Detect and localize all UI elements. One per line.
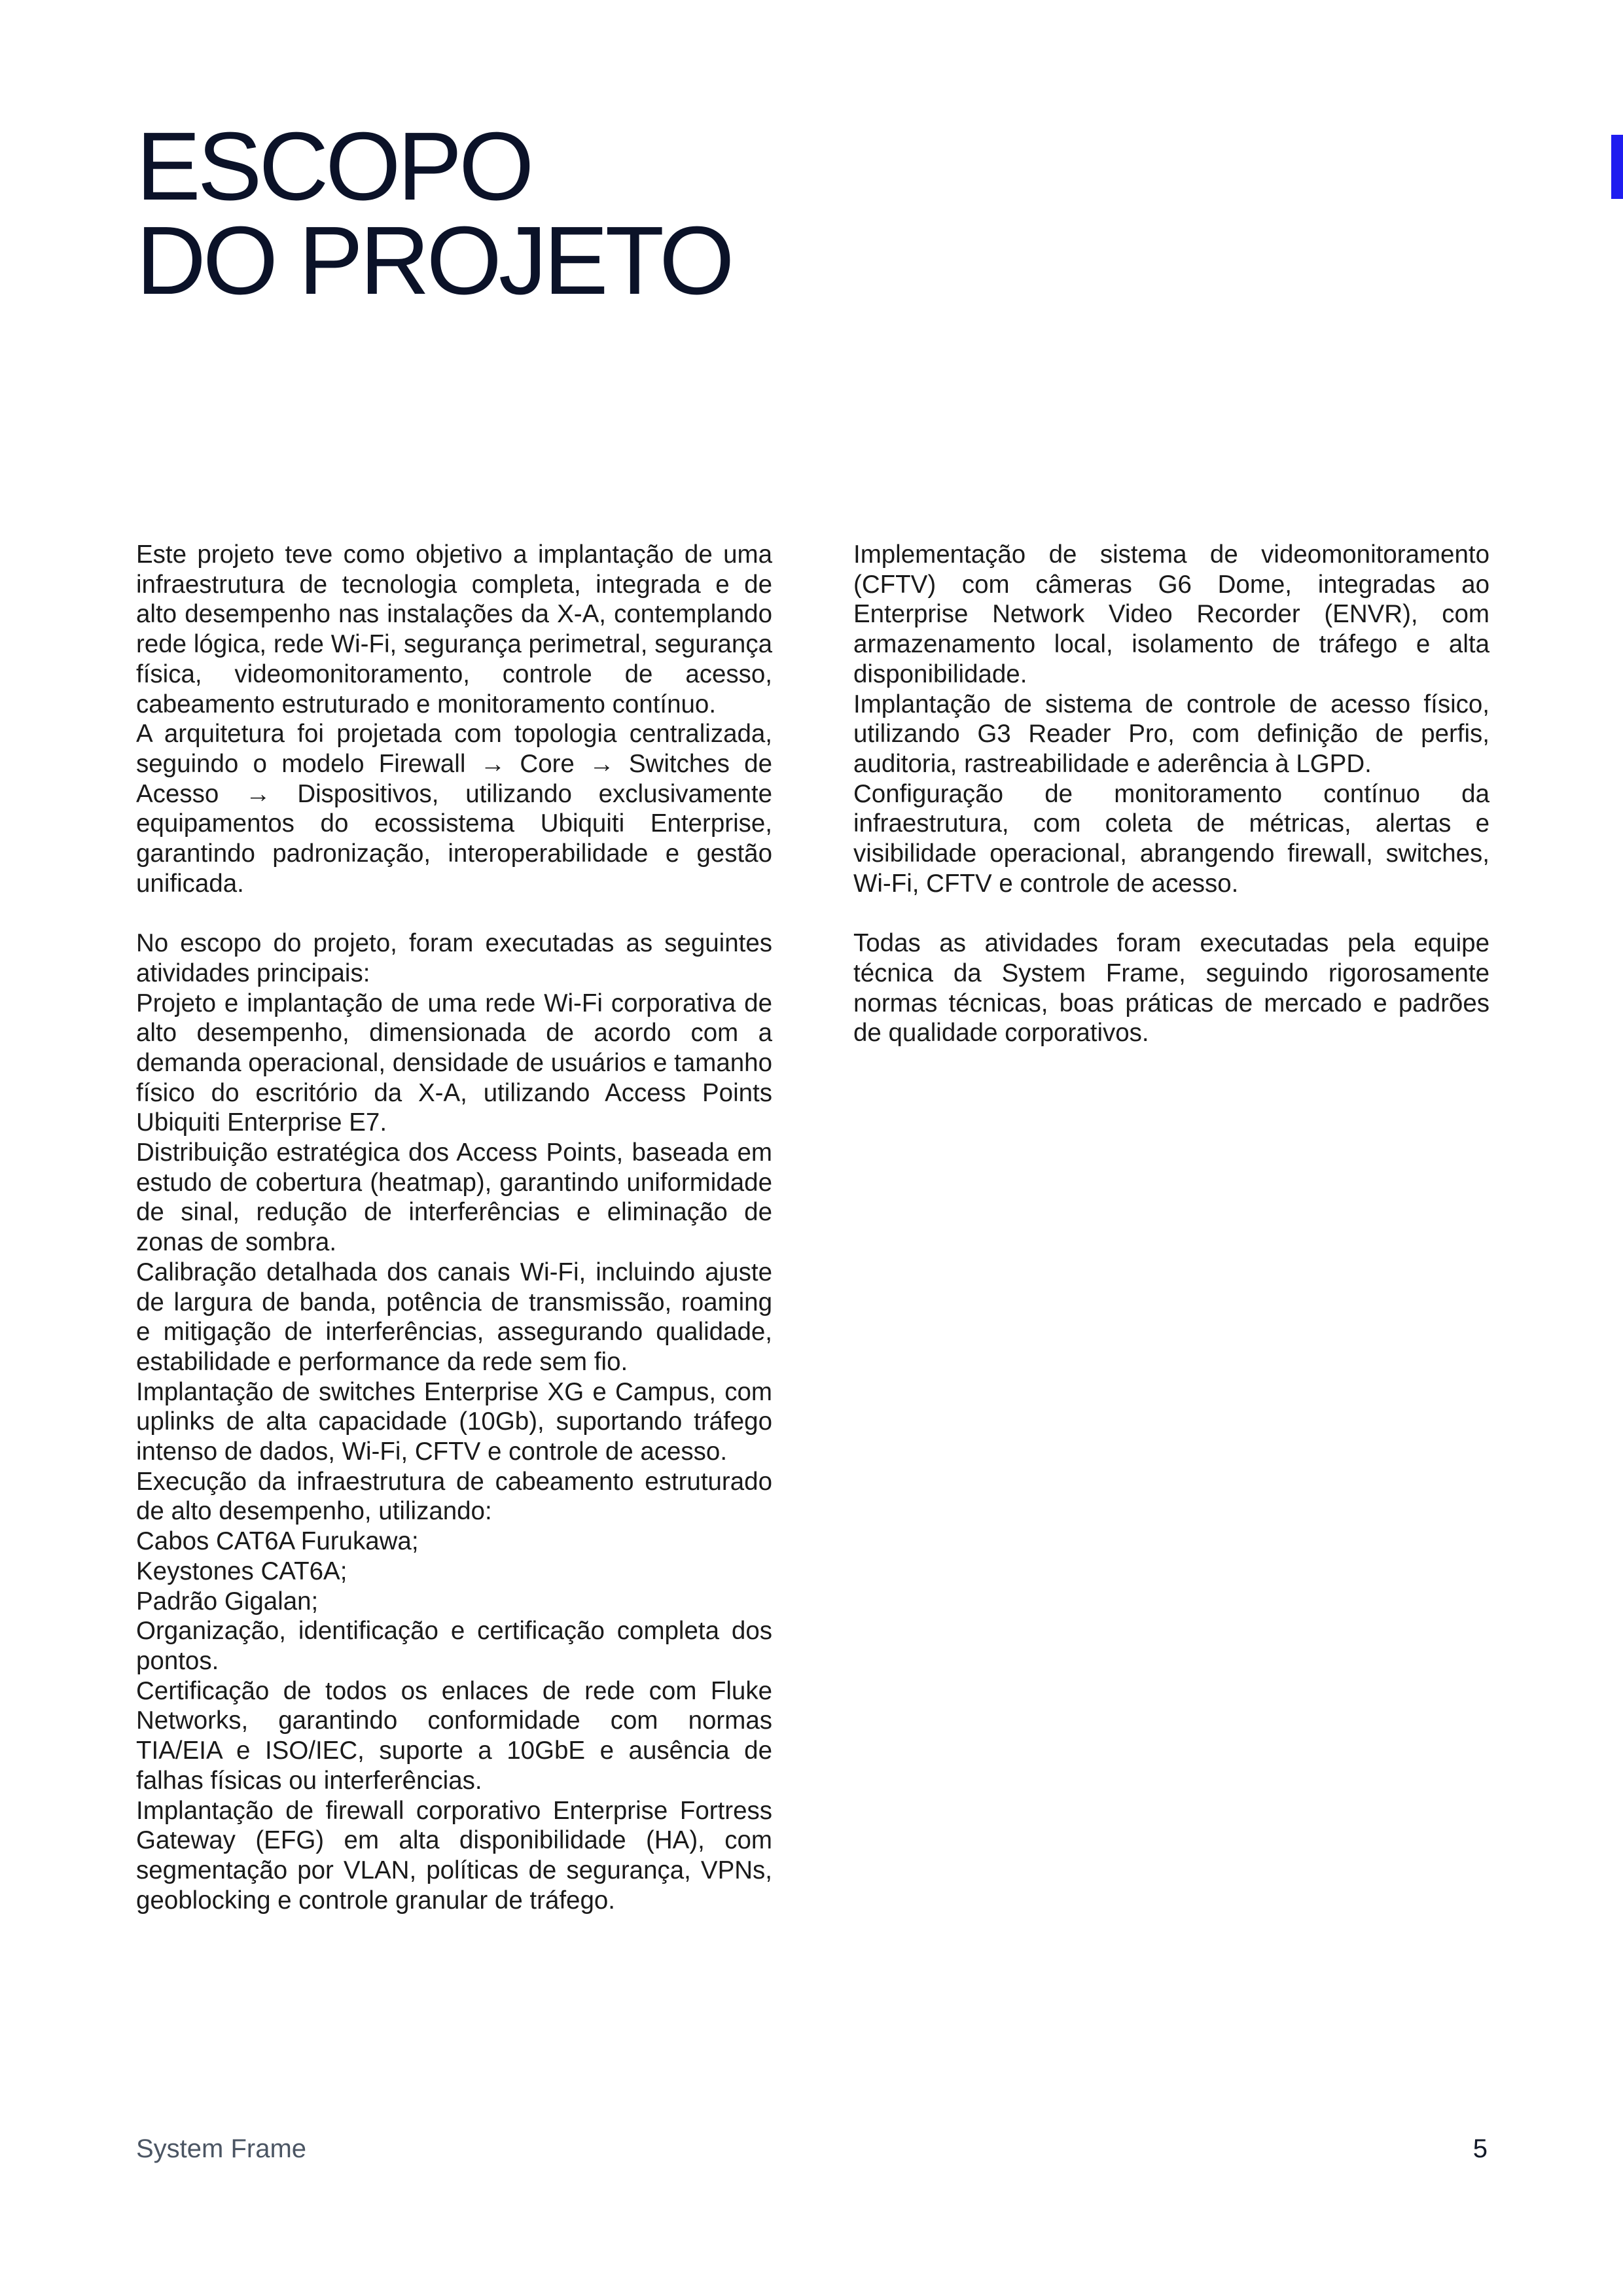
cabling-item: Keystones CAT6A;: [136, 1557, 348, 1585]
activity-item: Projeto e implantação de uma rede Wi-Fi corporativa de alto desempenho, dimensionada de acordo com a demanda operacional, densidade de usuários e tamanho físico do escritório da X-A, utilizando Access Points Ubiquiti Enterprise E7.: [136, 989, 772, 1137]
activity-item: Implantação de switches Enterprise XG e Campus, com uplinks de alta capacidade (10Gb), suportando tráfego intenso de dados, Wi-Fi, CFTV e controle de acesso.: [136, 1377, 772, 1466]
intro-paragraph: Este projeto teve como objetivo a implantação de uma infraestrutura de tecnologia completa, integrada e de alto desempenho nas instalações da X-A, contemplando rede lógica, rede Wi-Fi, segurança perimetral, segurança física, videomonitoramento, controle de acesso, cabeamento estruturado e monitoramento contínuo.: [136, 540, 772, 718]
activity-item: Calibração detalhada dos canais Wi-Fi, incluindo ajuste de largura de banda, potência de transmissão, roaming e mitigação de interferências, assegurando qualidade, estabilidade e performance da rede sem fio.: [136, 1258, 772, 1376]
page-title-line-2: DO PROJETO: [136, 207, 732, 315]
right-column: [853, 540, 1489, 1048]
activity-item: Implementação de sistema de videomonitoramento (CFTV) com câmeras G6 Dome, integradas ao Enterprise Network Video Recorder (ENVR), com armazenamento local, isolamento de tráfego e alta disponibilidade.: [853, 540, 1489, 688]
activity-item: Distribuição estratégica dos Access Points, baseada em estudo de cobertura (heatmap), garantindo uniformidade de sinal, redução de interferências e eliminação de zonas de sombra.: [136, 1139, 772, 1257]
left-column: [136, 540, 772, 1915]
activity-item: Execução da infraestrutura de cabeamento estruturado de alto desempenho, utilizando:: [136, 1467, 772, 1526]
page-title-line-1: ESCOPO: [136, 113, 531, 221]
activity-item: Implantação de sistema de controle de acesso físico, utilizando G3 Reader Pro, com definição de perfis, auditoria, rastreabilidade e aderência à LGPD.: [853, 690, 1489, 778]
closing-paragraph: Todas as atividades foram executadas pela equipe técnica da System Frame, seguindo rigorosamente normas técnicas, boas práticas de mercado e padrões de qualidade corporativos.: [853, 929, 1489, 1048]
scope-intro-paragraph: No escopo do projeto, foram executadas as seguintes atividades principais:: [136, 929, 772, 987]
activity-item: Implantação de firewall corporativo Enterprise Fortress Gateway (EFG) em alta disponibilidade (HA), com segmentação por VLAN, políticas de segurança, VPNs, geoblocking e controle granular de tráfego.: [136, 1796, 772, 1915]
cabling-item: Cabos CAT6A Furukawa;: [136, 1527, 419, 1556]
architecture-paragraph: A arquitetura foi projetada com topologia centralizada, seguindo o modelo Firewall → Core → Switches de Acesso → Dispositivos, utilizando exclusivamente equipamentos do ecossistema Ubiquiti Enterprise, garantindo padronização, interoperabilidade e gestão unificada.: [136, 720, 772, 898]
cabling-item: Organização, identificação e certificação completa dos pontos.: [136, 1617, 772, 1675]
cabling-item: Padrão Gigalan;: [136, 1587, 319, 1616]
page-number: 5: [1472, 2134, 1488, 2163]
activity-item: Certificação de todos os enlaces de rede com Fluke Networks, garantindo conformidade com normas TIA/EIA e ISO/IEC, suporte a 10GbE e ausência de falhas físicas ou interferências.: [136, 1676, 772, 1795]
activity-item: Configuração de monitoramento contínuo da infraestrutura, com coleta de métricas, alertas e visibilidade operacional, abrangendo firewall, switches, Wi-Fi, CFTV e controle de acesso.: [853, 779, 1489, 898]
page-title: [136, 113, 732, 315]
accent-bar: [1611, 135, 1623, 199]
footer-brand: System Frame: [136, 2134, 307, 2163]
